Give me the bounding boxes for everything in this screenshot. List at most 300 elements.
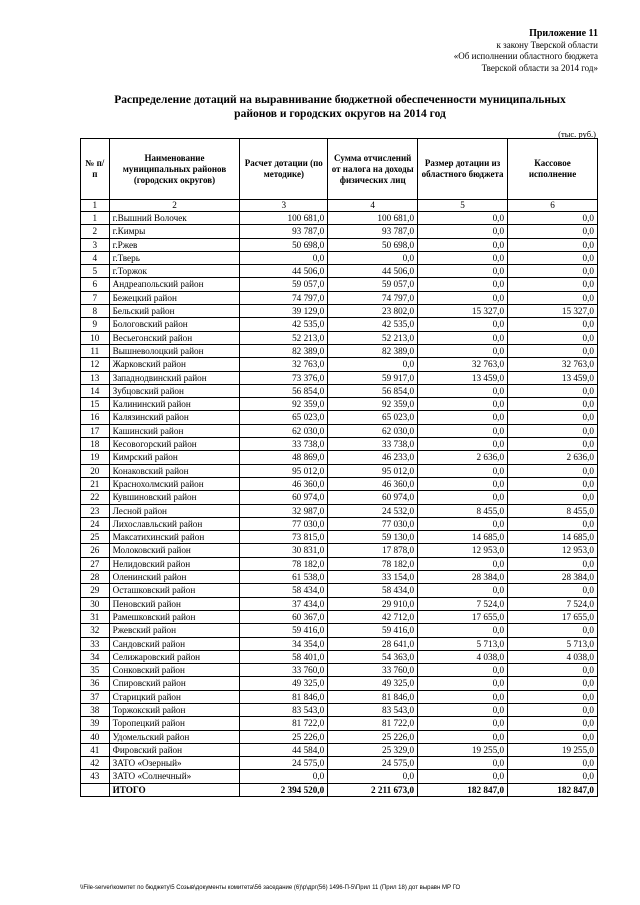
row-calc-cell: 56 854,0 xyxy=(240,384,328,397)
row-cash-cell: 0,0 xyxy=(508,212,598,225)
row-subsidy-cell: 0,0 xyxy=(418,318,508,331)
row-tax-cell: 81 846,0 xyxy=(328,690,418,703)
row-calc-cell: 33 738,0 xyxy=(240,438,328,451)
row-tax-cell: 77 030,0 xyxy=(328,517,418,530)
header-tax: Сумма отчислений от налога на доходы физических лиц xyxy=(328,139,418,200)
column-number: 1 xyxy=(81,200,110,212)
row-tax-cell: 52 213,0 xyxy=(328,331,418,344)
row-tax-cell: 78 182,0 xyxy=(328,557,418,570)
row-name-cell: Рамешковский район xyxy=(109,610,240,623)
row-number-cell: 30 xyxy=(81,597,110,610)
document-title-line: Распределение дотаций на выравнивание бюджетной обеспеченности муниципальных xyxy=(114,94,566,106)
row-cash-cell: 0,0 xyxy=(508,411,598,424)
row-calc-cell: 100 681,0 xyxy=(240,212,328,225)
row-subsidy-cell: 0,0 xyxy=(418,278,508,291)
row-name-cell: Калининский район xyxy=(109,398,240,411)
row-cash-cell: 0,0 xyxy=(508,557,598,570)
column-number: 6 xyxy=(508,200,598,212)
row-name-cell: ЗАТО «Озерный» xyxy=(109,757,240,770)
table-row xyxy=(81,491,598,504)
table-row xyxy=(81,384,598,397)
subsidy-table xyxy=(80,138,598,797)
row-calc-cell: 65 023,0 xyxy=(240,411,328,424)
row-number-cell: 11 xyxy=(81,344,110,357)
row-name-cell: г.Торжок xyxy=(109,265,240,278)
row-name-cell: ЗАТО «Солнечный» xyxy=(109,770,240,783)
row-cash-cell: 0,0 xyxy=(508,238,598,251)
row-number-cell: 9 xyxy=(81,318,110,331)
row-tax-cell: 0,0 xyxy=(328,251,418,264)
table-row xyxy=(81,743,598,756)
row-cash-cell: 2 636,0 xyxy=(508,451,598,464)
row-cash-cell: 0,0 xyxy=(508,265,598,278)
table-row xyxy=(81,770,598,783)
row-name-cell: Андреапольский район xyxy=(109,278,240,291)
row-name-cell: Кимрский район xyxy=(109,451,240,464)
row-name-cell: Спировский район xyxy=(109,677,240,690)
total-row xyxy=(81,783,598,796)
row-calc-cell: 73 376,0 xyxy=(240,371,328,384)
row-name-cell: Торжокский район xyxy=(109,703,240,716)
row-subsidy-cell: 0,0 xyxy=(418,770,508,783)
row-calc-cell: 77 030,0 xyxy=(240,517,328,530)
row-number-cell: 22 xyxy=(81,491,110,504)
row-subsidy-cell: 0,0 xyxy=(418,291,508,304)
row-name-cell: Кувшиновский район xyxy=(109,491,240,504)
row-subsidy-cell: 15 327,0 xyxy=(418,305,508,318)
table-row xyxy=(81,265,598,278)
row-cash-cell: 0,0 xyxy=(508,438,598,451)
row-name-cell: г.Вышний Волочек xyxy=(109,212,240,225)
row-tax-cell: 60 974,0 xyxy=(328,491,418,504)
row-subsidy-cell: 12 953,0 xyxy=(418,544,508,557)
row-tax-cell: 50 698,0 xyxy=(328,238,418,251)
row-cash-cell: 5 713,0 xyxy=(508,637,598,650)
table-row xyxy=(81,730,598,743)
row-name-cell: Ржевский район xyxy=(109,624,240,637)
header-num: № п/п xyxy=(81,139,110,200)
table-row xyxy=(81,650,598,663)
file-path-footer: \\File-server\комитет по бюджету\5 Созыв\документы комитета\56 заседание (6)\р\дрг(56) 1496-П-5\Прил 11 (Прил 18) дот выравн МР ГО xyxy=(80,885,461,891)
header-name: Наименование муниципальных районов (городских округов) xyxy=(109,139,240,200)
row-calc-cell: 30 831,0 xyxy=(240,544,328,557)
table-row xyxy=(81,571,598,584)
table-row xyxy=(81,477,598,490)
row-calc-cell: 39 129,0 xyxy=(240,305,328,318)
table-row xyxy=(81,624,598,637)
row-tax-cell: 29 910,0 xyxy=(328,597,418,610)
row-name-cell: Оленинский район xyxy=(109,571,240,584)
row-cash-cell: 13 459,0 xyxy=(508,371,598,384)
row-calc-cell: 24 575,0 xyxy=(240,757,328,770)
table-row xyxy=(81,344,598,357)
row-name-cell: Нелидовский район xyxy=(109,557,240,570)
row-tax-cell: 100 681,0 xyxy=(328,212,418,225)
row-tax-cell: 65 023,0 xyxy=(328,411,418,424)
row-name-cell: Бологовский район xyxy=(109,318,240,331)
row-name-cell: Пеновский район xyxy=(109,597,240,610)
row-cash-cell: 8 455,0 xyxy=(508,504,598,517)
table-row xyxy=(81,212,598,225)
row-tax-cell: 24 575,0 xyxy=(328,757,418,770)
row-number-cell: 41 xyxy=(81,743,110,756)
row-calc-cell: 82 389,0 xyxy=(240,344,328,357)
row-subsidy-cell: 0,0 xyxy=(418,557,508,570)
row-name-cell: Кашинский район xyxy=(109,424,240,437)
row-name-cell: Максатихинский район xyxy=(109,531,240,544)
row-subsidy-cell: 0,0 xyxy=(418,703,508,716)
row-cash-cell: 28 384,0 xyxy=(508,571,598,584)
row-subsidy-cell: 0,0 xyxy=(418,624,508,637)
row-subsidy-cell: 19 255,0 xyxy=(418,743,508,756)
row-subsidy-cell: 0,0 xyxy=(418,424,508,437)
row-calc-cell: 46 360,0 xyxy=(240,477,328,490)
row-tax-cell: 0,0 xyxy=(328,770,418,783)
row-name-cell: г.Кимры xyxy=(109,225,240,238)
row-cash-cell: 0,0 xyxy=(508,278,598,291)
row-cash-cell: 7 524,0 xyxy=(508,597,598,610)
row-number-cell: 18 xyxy=(81,438,110,451)
row-cash-cell: 0,0 xyxy=(508,384,598,397)
table-row xyxy=(81,251,598,264)
table-row xyxy=(81,717,598,730)
row-tax-cell: 59 057,0 xyxy=(328,278,418,291)
row-number-cell: 29 xyxy=(81,584,110,597)
row-name-cell: Лесной район xyxy=(109,504,240,517)
table-row xyxy=(81,318,598,331)
row-number-cell: 6 xyxy=(81,278,110,291)
row-number-cell: 43 xyxy=(81,770,110,783)
total-label: ИТОГО xyxy=(109,783,240,796)
document-title xyxy=(60,93,620,121)
row-tax-cell: 49 325,0 xyxy=(328,677,418,690)
row-calc-cell: 0,0 xyxy=(240,770,328,783)
row-calc-cell: 60 367,0 xyxy=(240,610,328,623)
table-row xyxy=(81,371,598,384)
row-cash-cell: 17 655,0 xyxy=(508,610,598,623)
table-row xyxy=(81,517,598,530)
row-number-cell: 37 xyxy=(81,690,110,703)
row-subsidy-cell: 0,0 xyxy=(418,717,508,730)
row-name-cell: Сонковский район xyxy=(109,664,240,677)
row-calc-cell: 60 974,0 xyxy=(240,491,328,504)
row-calc-cell: 62 030,0 xyxy=(240,424,328,437)
table-row xyxy=(81,225,598,238)
row-number-cell: 26 xyxy=(81,544,110,557)
row-tax-cell: 24 532,0 xyxy=(328,504,418,517)
row-calc-cell: 49 325,0 xyxy=(240,677,328,690)
row-subsidy-cell: 0,0 xyxy=(418,238,508,251)
row-subsidy-cell: 0,0 xyxy=(418,384,508,397)
row-cash-cell: 0,0 xyxy=(508,291,598,304)
row-calc-cell: 42 535,0 xyxy=(240,318,328,331)
row-number-cell: 8 xyxy=(81,305,110,318)
row-calc-cell: 0,0 xyxy=(240,251,328,264)
table-row xyxy=(81,291,598,304)
row-tax-cell: 82 389,0 xyxy=(328,344,418,357)
row-number-cell: 1 xyxy=(81,212,110,225)
row-tax-cell: 42 712,0 xyxy=(328,610,418,623)
table-row xyxy=(81,358,598,371)
row-subsidy-cell: 0,0 xyxy=(418,730,508,743)
row-name-cell: Селижаровский район xyxy=(109,650,240,663)
row-number-cell: 20 xyxy=(81,464,110,477)
appendix-line: Тверской области за 2014 год» xyxy=(481,62,598,73)
row-name-cell: Калязинский район xyxy=(109,411,240,424)
row-tax-cell: 93 787,0 xyxy=(328,225,418,238)
row-number-cell: 38 xyxy=(81,703,110,716)
table-row xyxy=(81,557,598,570)
row-calc-cell: 81 722,0 xyxy=(240,717,328,730)
row-subsidy-cell: 0,0 xyxy=(418,677,508,690)
row-number-cell: 23 xyxy=(81,504,110,517)
column-number-row xyxy=(81,200,598,212)
document-title-line: районов и городских округов на 2014 год xyxy=(234,108,446,120)
row-subsidy-cell: 0,0 xyxy=(418,477,508,490)
row-name-cell: Жарковский район xyxy=(109,358,240,371)
table-row xyxy=(81,305,598,318)
row-calc-cell: 25 226,0 xyxy=(240,730,328,743)
row-calc-cell: 92 359,0 xyxy=(240,398,328,411)
row-subsidy-cell: 13 459,0 xyxy=(418,371,508,384)
appendix-title: Приложение 11 xyxy=(529,28,598,39)
row-cash-cell: 14 685,0 xyxy=(508,531,598,544)
row-cash-cell: 0,0 xyxy=(508,584,598,597)
row-name-cell: Бежецкий район xyxy=(109,291,240,304)
row-calc-cell: 59 416,0 xyxy=(240,624,328,637)
row-name-cell: Удомельский район xyxy=(109,730,240,743)
appendix-line: «Об исполнении областного бюджета xyxy=(453,51,598,61)
row-name-cell: Фировский район xyxy=(109,743,240,756)
row-number-cell: 33 xyxy=(81,637,110,650)
row-subsidy-cell: 0,0 xyxy=(418,517,508,530)
row-calc-cell: 78 182,0 xyxy=(240,557,328,570)
row-cash-cell: 0,0 xyxy=(508,344,598,357)
row-tax-cell: 83 543,0 xyxy=(328,703,418,716)
row-number-cell: 14 xyxy=(81,384,110,397)
row-calc-cell: 59 057,0 xyxy=(240,278,328,291)
row-cash-cell: 19 255,0 xyxy=(508,743,598,756)
row-calc-cell: 32 763,0 xyxy=(240,358,328,371)
table-row xyxy=(81,637,598,650)
row-subsidy-cell: 0,0 xyxy=(418,690,508,703)
table-row xyxy=(81,690,598,703)
row-calc-cell: 44 584,0 xyxy=(240,743,328,756)
table-row xyxy=(81,464,598,477)
row-tax-cell: 42 535,0 xyxy=(328,318,418,331)
row-cash-cell: 0,0 xyxy=(508,703,598,716)
row-number-cell: 36 xyxy=(81,677,110,690)
row-tax-cell: 81 722,0 xyxy=(328,717,418,730)
row-subsidy-cell: 8 455,0 xyxy=(418,504,508,517)
row-tax-cell: 59 416,0 xyxy=(328,624,418,637)
row-number-cell: 40 xyxy=(81,730,110,743)
row-tax-cell: 59 917,0 xyxy=(328,371,418,384)
table-row xyxy=(81,238,598,251)
column-number: 5 xyxy=(418,200,508,212)
table-row xyxy=(81,677,598,690)
row-tax-cell: 58 434,0 xyxy=(328,584,418,597)
row-cash-cell: 0,0 xyxy=(508,318,598,331)
row-name-cell: Западнодвинский район xyxy=(109,371,240,384)
row-name-cell: Осташковский район xyxy=(109,584,240,597)
row-subsidy-cell: 17 655,0 xyxy=(418,610,508,623)
row-tax-cell: 92 359,0 xyxy=(328,398,418,411)
row-number-cell: 25 xyxy=(81,531,110,544)
table-row xyxy=(81,610,598,623)
row-number-cell: 27 xyxy=(81,557,110,570)
table-row xyxy=(81,278,598,291)
row-number-cell: 10 xyxy=(81,331,110,344)
row-subsidy-cell: 0,0 xyxy=(418,438,508,451)
row-number-cell: 19 xyxy=(81,451,110,464)
row-tax-cell: 28 641,0 xyxy=(328,637,418,650)
row-tax-cell: 46 360,0 xyxy=(328,477,418,490)
column-number: 4 xyxy=(328,200,418,212)
row-cash-cell: 0,0 xyxy=(508,690,598,703)
units-label: (тыс. руб.) xyxy=(558,129,596,139)
row-number-cell: 2 xyxy=(81,225,110,238)
row-tax-cell: 25 226,0 xyxy=(328,730,418,743)
row-name-cell: Лихославльский район xyxy=(109,517,240,530)
row-calc-cell: 61 538,0 xyxy=(240,571,328,584)
row-name-cell: Кесовогорский район xyxy=(109,438,240,451)
row-calc-cell: 58 401,0 xyxy=(240,650,328,663)
row-cash-cell: 0,0 xyxy=(508,251,598,264)
row-subsidy-cell: 5 713,0 xyxy=(418,637,508,650)
row-tax-cell: 0,0 xyxy=(328,358,418,371)
appendix-block xyxy=(454,28,598,74)
row-number-cell: 32 xyxy=(81,624,110,637)
row-cash-cell: 0,0 xyxy=(508,730,598,743)
row-subsidy-cell: 0,0 xyxy=(418,664,508,677)
row-number-cell: 31 xyxy=(81,610,110,623)
row-calc-cell: 74 797,0 xyxy=(240,291,328,304)
row-subsidy-cell: 28 384,0 xyxy=(418,571,508,584)
row-cash-cell: 0,0 xyxy=(508,717,598,730)
header-row xyxy=(81,139,598,200)
row-calc-cell: 44 506,0 xyxy=(240,265,328,278)
row-tax-cell: 95 012,0 xyxy=(328,464,418,477)
row-subsidy-cell: 0,0 xyxy=(418,212,508,225)
row-tax-cell: 44 506,0 xyxy=(328,265,418,278)
row-cash-cell: 32 763,0 xyxy=(508,358,598,371)
row-cash-cell: 0,0 xyxy=(508,770,598,783)
row-cash-cell: 0,0 xyxy=(508,677,598,690)
row-number-cell: 4 xyxy=(81,251,110,264)
row-cash-cell: 12 953,0 xyxy=(508,544,598,557)
table-row xyxy=(81,664,598,677)
table-row xyxy=(81,438,598,451)
row-number-cell: 3 xyxy=(81,238,110,251)
row-subsidy-cell: 0,0 xyxy=(418,757,508,770)
header-calc: Расчет дотации (по методике) xyxy=(240,139,328,200)
row-name-cell: Вышневолоцкий район xyxy=(109,344,240,357)
row-number-cell: 34 xyxy=(81,650,110,663)
row-tax-cell: 56 854,0 xyxy=(328,384,418,397)
row-subsidy-cell: 0,0 xyxy=(418,584,508,597)
row-number-cell: 16 xyxy=(81,411,110,424)
row-calc-cell: 58 434,0 xyxy=(240,584,328,597)
row-calc-cell: 33 760,0 xyxy=(240,664,328,677)
row-tax-cell: 17 878,0 xyxy=(328,544,418,557)
table-row xyxy=(81,703,598,716)
row-calc-cell: 50 698,0 xyxy=(240,238,328,251)
table-row xyxy=(81,531,598,544)
row-name-cell: г.Тверь xyxy=(109,251,240,264)
row-number-cell: 7 xyxy=(81,291,110,304)
row-cash-cell: 0,0 xyxy=(508,398,598,411)
row-cash-cell: 0,0 xyxy=(508,664,598,677)
table-row xyxy=(81,411,598,424)
row-name-cell: Зубцовский район xyxy=(109,384,240,397)
row-cash-cell: 0,0 xyxy=(508,225,598,238)
table-row xyxy=(81,597,598,610)
row-cash-cell: 0,0 xyxy=(508,331,598,344)
row-calc-cell: 34 354,0 xyxy=(240,637,328,650)
row-calc-cell: 48 869,0 xyxy=(240,451,328,464)
column-number: 2 xyxy=(109,200,240,212)
row-subsidy-cell: 0,0 xyxy=(418,251,508,264)
row-calc-cell: 52 213,0 xyxy=(240,331,328,344)
row-tax-cell: 74 797,0 xyxy=(328,291,418,304)
row-cash-cell: 15 327,0 xyxy=(508,305,598,318)
row-number-cell: 35 xyxy=(81,664,110,677)
row-tax-cell: 54 363,0 xyxy=(328,650,418,663)
row-subsidy-cell: 4 038,0 xyxy=(418,650,508,663)
row-cash-cell: 4 038,0 xyxy=(508,650,598,663)
row-calc-cell: 93 787,0 xyxy=(240,225,328,238)
row-tax-cell: 23 802,0 xyxy=(328,305,418,318)
row-subsidy-cell: 0,0 xyxy=(418,411,508,424)
table-row xyxy=(81,584,598,597)
appendix-line: к закону Тверской области xyxy=(496,39,598,50)
column-number: 3 xyxy=(240,200,328,212)
row-name-cell: г.Ржев xyxy=(109,238,240,251)
table-row xyxy=(81,757,598,770)
row-name-cell: Молоковский район xyxy=(109,544,240,557)
table-row xyxy=(81,398,598,411)
row-number-cell: 12 xyxy=(81,358,110,371)
row-cash-cell: 0,0 xyxy=(508,464,598,477)
row-calc-cell: 32 987,0 xyxy=(240,504,328,517)
row-subsidy-cell: 14 685,0 xyxy=(418,531,508,544)
row-number-cell: 21 xyxy=(81,477,110,490)
row-tax-cell: 33 154,0 xyxy=(328,571,418,584)
row-calc-cell: 73 815,0 xyxy=(240,531,328,544)
row-calc-cell: 83 543,0 xyxy=(240,703,328,716)
row-tax-cell: 46 233,0 xyxy=(328,451,418,464)
row-number-cell: 5 xyxy=(81,265,110,278)
row-subsidy-cell: 0,0 xyxy=(418,491,508,504)
row-subsidy-cell: 2 636,0 xyxy=(418,451,508,464)
table-row xyxy=(81,544,598,557)
total-subsidy-cell: 182 847,0 xyxy=(418,783,508,796)
row-cash-cell: 0,0 xyxy=(508,757,598,770)
row-subsidy-cell: 0,0 xyxy=(418,398,508,411)
table-row xyxy=(81,451,598,464)
row-number-cell: 15 xyxy=(81,398,110,411)
row-tax-cell: 33 738,0 xyxy=(328,438,418,451)
row-subsidy-cell: 0,0 xyxy=(418,331,508,344)
total-number-cell xyxy=(81,783,110,796)
row-tax-cell: 25 329,0 xyxy=(328,743,418,756)
row-number-cell: 28 xyxy=(81,571,110,584)
total-tax-cell: 2 211 673,0 xyxy=(328,783,418,796)
row-cash-cell: 0,0 xyxy=(508,517,598,530)
row-subsidy-cell: 32 763,0 xyxy=(418,358,508,371)
row-name-cell: Бельский район xyxy=(109,305,240,318)
